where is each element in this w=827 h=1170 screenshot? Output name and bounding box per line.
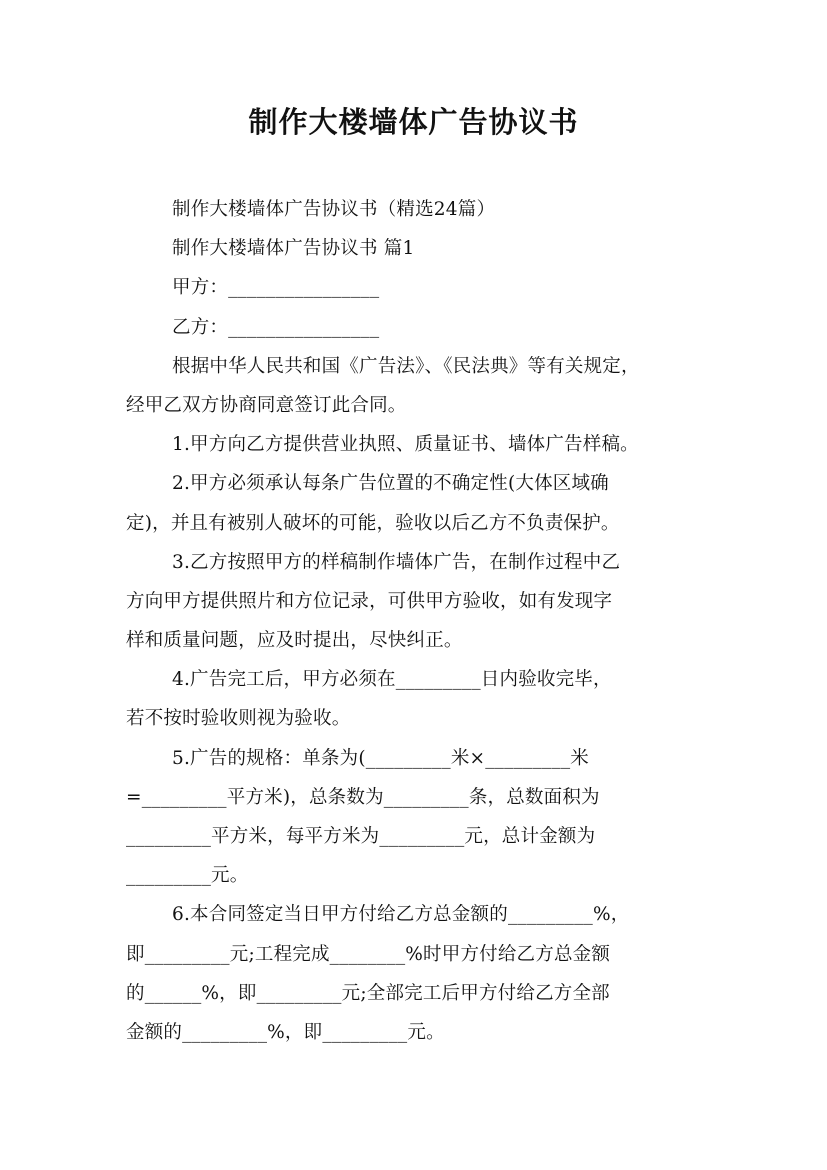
paragraph-line: 制作大楼墙体广告协议书 篇1 <box>172 238 415 260</box>
paragraph-line: 3.乙方按照甲方的样稿制作墙体广告，在制作过程中乙 <box>172 551 621 573</box>
document-title: 制作大楼墙体广告协议书 <box>248 105 579 139</box>
paragraph-line: 6.本合同签定当日甲方付给乙方总金额的_________%， <box>172 904 630 926</box>
paragraph-line: 样和质量问题，应及时提出，尽快纠正。 <box>126 630 463 652</box>
paragraph-line: 的______%，即_________元;全部完工后甲方付给乙方全部 <box>126 982 610 1004</box>
paragraph-line: _________平方米，每平方米为_________元，总计金额为 <box>126 826 596 847</box>
paragraph-line: 即_________元;工程完成________%时甲方付给乙方总金额 <box>126 943 611 965</box>
paragraph-line: 根据中华人民共和国《广告法》、《民法典》等有关规定， <box>172 355 640 377</box>
paragraph-line: 制作大楼墙体广告协议书（精选24篇） <box>172 199 496 220</box>
paragraph-line: 1.甲方向乙方提供营业执照、质量证书、墙体广告样稿。 <box>172 434 639 456</box>
paragraph-line: 定)，并且有被别人破坏的可能，验收以后乙方不负责保护。 <box>126 512 620 534</box>
paragraph-line: 5.广告的规格：单条为(_________米×_________米 <box>172 747 589 769</box>
paragraph-line: 若不按时验收则视为验收。 <box>126 708 351 730</box>
paragraph-line: 金额的_________%，即_________元。 <box>126 1021 445 1043</box>
paragraph-line: =_________平方米)，总条数为_________条，总数面积为 <box>126 786 600 808</box>
paragraph-line: 方向甲方提供照片和方位记录，可供甲方验收，如有发现字 <box>126 590 613 612</box>
paragraph-line: 经甲乙双方协商同意签订此合同。 <box>126 394 407 416</box>
paragraph-line: 4.广告完工后，甲方必须在_________日内验收完毕， <box>172 669 612 691</box>
paragraph-line: 甲方：________________ <box>172 277 380 299</box>
paragraph-line: 2.甲方必须承认每条广告位置的不确定性(大体区域确 <box>172 473 609 495</box>
paragraph-line: _________元。 <box>126 865 249 887</box>
document-body <box>126 190 706 1052</box>
paragraph-line: 乙方：________________ <box>172 316 380 338</box>
